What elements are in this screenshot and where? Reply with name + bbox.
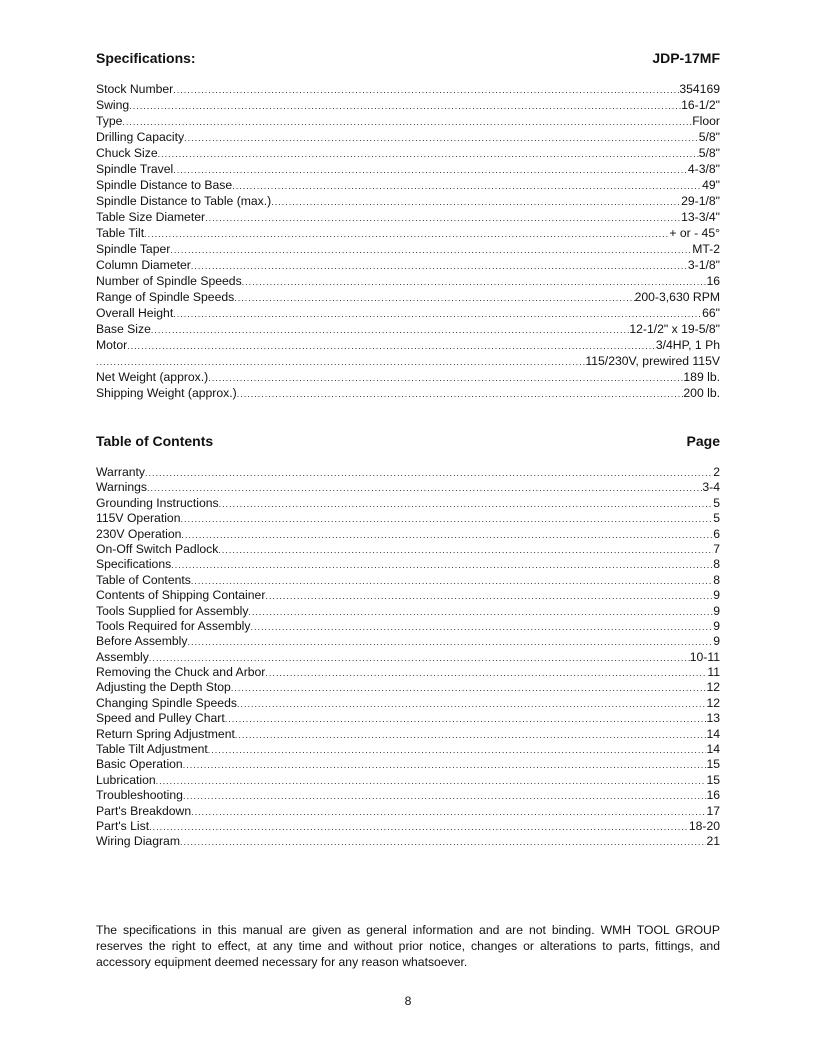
- spec-row-label: Table Size Diameter: [96, 210, 206, 224]
- dot-leader: [208, 370, 683, 385]
- spec-row-value: 3-1/8": [687, 258, 720, 272]
- dot-leader: [173, 306, 702, 321]
- toc-row: [96, 588, 720, 603]
- spec-row-label: Base Size: [96, 322, 151, 336]
- dot-leader: [265, 589, 713, 603]
- toc-row: [96, 680, 720, 695]
- toc-row-value: 9: [713, 588, 720, 603]
- spec-row-label: Spindle Taper: [96, 242, 171, 256]
- toc-row-label: Adjusting the Depth Stop: [96, 680, 231, 695]
- spec-row: [96, 225, 720, 241]
- spec-row-value: 16: [706, 274, 720, 288]
- dot-leader: [208, 743, 707, 757]
- spec-row: [96, 273, 720, 289]
- spec-row-value: 189 lb.: [683, 370, 720, 384]
- toc-row: [96, 496, 720, 511]
- model-number: JDP-17MF: [652, 50, 720, 66]
- dot-leader: [183, 789, 706, 803]
- spec-row: [96, 321, 720, 337]
- spec-row: [96, 161, 720, 177]
- spec-row-label: Motor: [96, 338, 128, 352]
- dot-leader: [191, 805, 706, 819]
- dot-leader: [205, 210, 681, 225]
- toc-row-value: 18-20: [688, 818, 720, 833]
- dot-leader: [96, 354, 585, 369]
- specifications-header: [96, 50, 720, 66]
- toc-row-label: Tools Required for Assembly: [96, 618, 251, 633]
- spec-row-label: Shipping Weight (approx.): [96, 386, 237, 400]
- spec-row-label: Column Diameter: [96, 258, 191, 272]
- toc-row-label: On-Off Switch Padlock: [96, 541, 219, 556]
- spec-row-label: Spindle Travel: [96, 162, 174, 176]
- toc-row: [96, 573, 720, 588]
- toc-row: [96, 834, 720, 849]
- toc-row: [96, 465, 720, 480]
- toc-row-value: 17: [706, 803, 720, 818]
- dot-leader: [180, 512, 713, 526]
- spec-row-value: 354169: [679, 82, 720, 96]
- spec-row-value: Floor: [692, 114, 720, 128]
- spec-row-value: 29-1/8": [681, 194, 720, 208]
- specifications-list: [96, 81, 720, 401]
- dot-leader: [219, 497, 714, 511]
- toc-row-label: 230V Operation: [96, 526, 182, 541]
- spec-row-value: 66": [702, 306, 720, 320]
- spec-row-label: Net Weight (approx.): [96, 370, 209, 384]
- spec-row: [96, 177, 720, 193]
- toc-row-value: 12: [706, 680, 720, 695]
- toc-row-label: Assembly: [96, 649, 149, 664]
- toc-row-label: Warnings: [96, 480, 148, 495]
- dot-leader: [149, 651, 690, 665]
- toc-row-value: 16: [706, 788, 720, 803]
- disclaimer-text: The specifications in this manual are given as general information and are not binding. WMH TOOL GROUP reserves the right to effect, at any time and without prior notice, changes or alterations to parts, fittings, and accessory equipment deemed necessary for any reason whatsoever.: [96, 923, 720, 970]
- toc-row-value: 21: [706, 834, 720, 849]
- spec-row: [96, 241, 720, 257]
- toc-row-label: Wiring Diagram: [96, 834, 180, 849]
- spec-row: [96, 193, 720, 209]
- toc-row-value: 14: [706, 726, 720, 741]
- toc-row: [96, 819, 720, 834]
- spec-row: [96, 97, 720, 113]
- toc-list: [96, 465, 720, 850]
- toc-row-label: Tools Supplied for Assembly: [96, 603, 249, 618]
- dot-leader: [145, 466, 713, 480]
- dot-leader: [242, 274, 707, 289]
- toc-row-label: Speed and Pulley Chart: [96, 711, 225, 726]
- toc-row: [96, 650, 720, 665]
- spec-row: [96, 289, 720, 305]
- toc-row-value: 10-11: [689, 649, 720, 664]
- spec-row: [96, 145, 720, 161]
- dot-leader: [191, 258, 688, 273]
- dot-leader: [183, 758, 707, 772]
- toc-row-label: Table of Contents: [96, 572, 191, 587]
- spec-row: [96, 305, 720, 321]
- toc-row: [96, 527, 720, 542]
- toc-row-value: 15: [706, 757, 720, 772]
- spec-row: [96, 385, 720, 401]
- toc-row: [96, 757, 720, 772]
- dot-leader: [173, 82, 679, 97]
- dot-leader: [191, 574, 713, 588]
- spec-row-value: 115/230V, prewired 115V: [585, 354, 720, 368]
- spec-row-value: 13-3/4": [681, 210, 720, 224]
- toc-row-label: Troubleshooting: [96, 788, 183, 803]
- dot-leader: [156, 774, 707, 788]
- dot-leader: [127, 338, 656, 353]
- toc-row-label: Before Assembly: [96, 634, 188, 649]
- spec-row-value: 12-1/2" x 19-5/8": [629, 322, 720, 336]
- toc-row: [96, 665, 720, 680]
- toc-row-value: 2: [713, 465, 720, 479]
- dot-leader: [171, 558, 713, 572]
- spec-row-label: Overall Height: [96, 306, 174, 320]
- toc-row-label: 115V Operation: [96, 511, 181, 526]
- toc-row-value: 7: [713, 541, 720, 556]
- toc-row-value: 3-4: [702, 480, 720, 495]
- toc-header: [96, 433, 720, 449]
- dot-leader: [180, 835, 706, 849]
- spec-row-label: Type: [96, 114, 123, 128]
- toc-row-label: Part's List: [96, 818, 150, 833]
- toc-row-value: 8: [713, 557, 720, 572]
- toc-row: [96, 557, 720, 572]
- dot-leader: [248, 605, 713, 619]
- dot-leader: [237, 386, 684, 401]
- spec-row-value: 5/8": [698, 130, 720, 144]
- toc-row-value: 15: [706, 772, 720, 787]
- dot-leader: [231, 681, 707, 695]
- toc-row: [96, 711, 720, 726]
- toc-title: Table of Contents: [96, 433, 214, 449]
- toc-row-label: Specifications: [96, 557, 172, 572]
- spec-row-value: 3/4HP, 1 Ph: [655, 338, 720, 352]
- toc-page-column-header: Page: [686, 433, 720, 449]
- toc-row: [96, 511, 720, 526]
- spec-row-label: Stock Number: [96, 82, 174, 96]
- page-number: 8: [404, 994, 412, 1008]
- spec-row-label: Drilling Capacity: [96, 130, 185, 144]
- toc-row-value: 9: [713, 603, 720, 618]
- toc-row: [96, 480, 720, 495]
- toc-row: [96, 727, 720, 742]
- toc-row-label: Part's Breakdown: [96, 803, 192, 818]
- toc-row-value: 9: [713, 618, 720, 633]
- spec-row: [96, 369, 720, 385]
- toc-row: [96, 742, 720, 757]
- dot-leader: [235, 728, 707, 742]
- toc-row: [96, 788, 720, 803]
- spec-row-label: Table Tilt: [96, 226, 145, 240]
- toc-row-label: Return Spring Adjustment: [96, 726, 235, 741]
- dot-leader: [265, 666, 707, 680]
- dot-leader: [234, 290, 634, 305]
- spec-row-label: Swing: [96, 98, 130, 112]
- toc-row: [96, 696, 720, 711]
- spec-row: [96, 113, 720, 129]
- toc-row: [96, 604, 720, 619]
- toc-row-value: 13: [706, 711, 720, 726]
- spec-row-value: 49": [702, 178, 720, 192]
- dot-leader: [225, 712, 707, 726]
- dot-leader: [271, 194, 681, 209]
- dot-leader: [181, 528, 713, 542]
- spec-row-label: Range of Spindle Speeds: [96, 290, 235, 304]
- toc-row-label: Basic Operation: [96, 757, 183, 772]
- spec-row-value: MT-2: [692, 242, 720, 256]
- spec-row: [96, 353, 720, 369]
- spec-row-label: Chuck Size: [96, 146, 158, 160]
- dot-leader: [170, 242, 692, 257]
- toc-row-label: Grounding Instructions: [96, 495, 219, 510]
- spec-row: [96, 209, 720, 225]
- dot-leader: [151, 322, 629, 337]
- toc-row-value: 12: [706, 695, 720, 710]
- toc-row: [96, 804, 720, 819]
- dot-leader: [218, 543, 713, 557]
- dot-leader: [149, 820, 689, 834]
- spec-row-value: + or - 45°: [669, 226, 720, 240]
- toc-row-label: Contents of Shipping Container: [96, 588, 266, 603]
- toc-row: [96, 542, 720, 557]
- toc-row-value: 14: [706, 742, 720, 757]
- toc-row-label: Lubrication: [96, 772, 156, 787]
- toc-row-label: Warranty: [96, 465, 145, 479]
- spec-row: [96, 337, 720, 353]
- toc-row-value: 9: [713, 634, 720, 649]
- dot-leader: [147, 481, 702, 495]
- toc-row-value: 5: [713, 495, 720, 510]
- dot-leader: [173, 162, 688, 177]
- spec-row-value: 200-3,630 RPM: [634, 290, 720, 304]
- toc-row: [96, 773, 720, 788]
- dot-leader: [232, 178, 702, 193]
- spec-row: [96, 129, 720, 145]
- spec-row-label: Number of Spindle Speeds: [96, 274, 242, 288]
- dot-leader: [144, 226, 669, 241]
- spec-row: [96, 81, 720, 97]
- spec-row: [96, 257, 720, 273]
- toc-row-value: 8: [713, 572, 720, 587]
- toc-row-label: Removing the Chuck and Arbor: [96, 665, 266, 680]
- spec-row-value: 5/8": [698, 146, 720, 160]
- toc-row-label: Changing Spindle Speeds: [96, 695, 237, 710]
- toc-row: [96, 634, 720, 649]
- spec-row-label: Spindle Distance to Table (max.): [96, 194, 272, 208]
- dot-leader: [158, 146, 699, 161]
- dot-leader: [129, 98, 681, 113]
- toc-row-value: 5: [713, 511, 720, 526]
- spec-row-label: Spindle Distance to Base: [96, 178, 233, 192]
- dot-leader: [184, 130, 699, 145]
- spec-row-value: 4-3/8": [687, 162, 720, 176]
- toc-row-label: Table Tilt Adjustment: [96, 742, 208, 757]
- toc-row-value: 11: [707, 665, 720, 680]
- dot-leader: [187, 635, 713, 649]
- dot-leader: [237, 697, 706, 711]
- toc-row-value: 6: [713, 526, 720, 541]
- spec-row-value: 16-1/2": [681, 98, 720, 112]
- toc-row: [96, 619, 720, 634]
- dot-leader: [250, 620, 713, 634]
- manual-page: [96, 0, 720, 1056]
- spec-row-value: 200 lb.: [683, 386, 720, 400]
- specifications-title: Specifications:: [96, 50, 196, 66]
- dot-leader: [122, 114, 692, 129]
